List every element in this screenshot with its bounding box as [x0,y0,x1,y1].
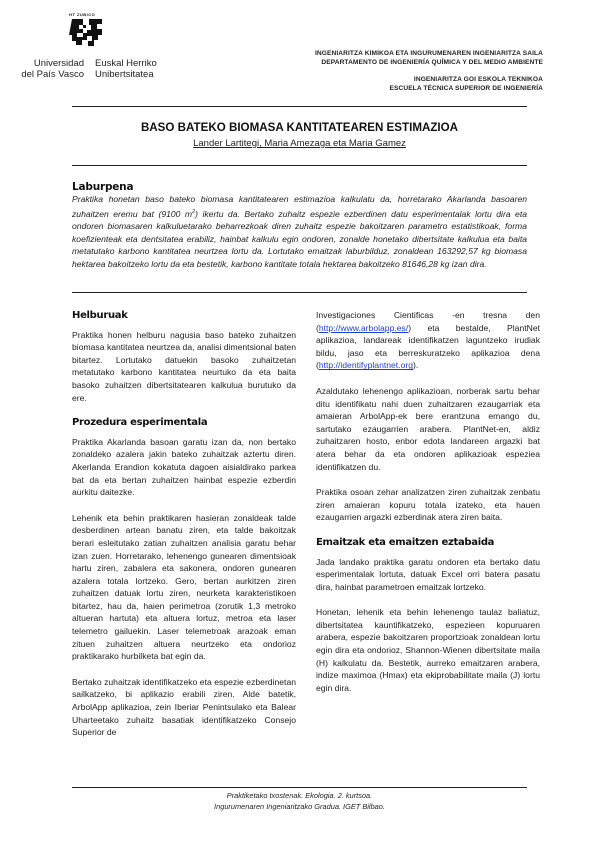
paragraph: Honetan, lehenik eta behin lehenengo taulaz baliatuz, dibertsitatea kauntifikatzeko, espezieen kopuruaren arabera, espezie bakoitzaren proportzioak zonaldean lortu egin dira eta ondorioz, Shannon-Wienen dibertsitate maila (H) kalkulatu da. Bestetik, aurreko emaitzaren arabera, indize maximoa (Hmax) eta ekiprobabilitate maila (J) lortu egin dira. [316,607,540,693]
authors: Lander Lartitegi, Maria Amezaga eta Maria Gamez [193,138,406,149]
paper-title: BASO BATEKO BIOMASA KANTITATEAREN ESTIMAZIOA [140,121,459,134]
paragraph: Praktika honen helburu nagusia baso bateko zuhaitzen biomasa kantitatea neurtzea da, analisi dimentsional baten bitartez. Lortutako datuekin basoko zuhaitzetan metatutako karbono kantitatea neurtuko da eta baita basoko zuhaitzen dibertsitatearen kalkulua burutuko da ere. [72,329,296,403]
department-name: INGENIARITZA KIMIKOA ETA INGURUMENAREN INGENIARITZA SAILA DEPARTAMENTO DE INGENIERÍA QUÍMICA Y DEL MEDIO AMBIENTE [314,50,543,66]
section-heading-emaitzak: Emaitzak eta emaitzen eztabaida [316,536,495,548]
section-heading-prozedura: Prozedura esperimentala [72,417,208,429]
plantnet-link[interactable]: http://identifyplantnet.org [318,360,413,371]
school-name: INGENIARITZA GOI ESKOLA TEKNIKOA ESCUELA TÉCNICA SUPERIOR DE INGENIERÍA [389,76,543,92]
university-name-eu: Euskal Herriko Unibertsitatea [95,58,157,80]
logo-caption: HT ZUBICO [69,12,96,17]
university-logo [67,12,111,50]
abstract-text: Praktika honetan baso bateko biomasa kantitatearen estimazioa kalkulatu da, horretarako Akarlanda basoaren zuhaitzen eremu bat (9100 $m^2$) ikertu da. Bertako zuhaitz espezie ezberdinen datu esperimentalak lortu dira eta ondoren biomasaren kalkuluetarako beharrezkoak diren zuhaitz espezie bakoitzaren parametro estatistikoak, forma koefizienteak eta dentsitatea erabiliz, hainbat kalkulu egin ondoren, zonalde honetako dibertsitate kalkulua eta baita metatutako karbono kantitatea neurtzea lortu da. Lortutako emaitzak laburbilduz, zonaldean 163292,57 kg biomasa hektarea bakoitzeko lortu da eta bestetik, karbono kantitate totala hektarea bakoitzeko 81646,28 kg izan dira. [72,194,527,269]
paragraph: Azaldutako lehenengo aplikazioan, norberak sartu behar ditu identifikatu nahi duen zuhaitzaren ezaugarriak eta amaieran ArbolApp-ek bere erantzuna emango du, sartutako ezaugarrien arabera. PlantNet-en, aldiz zuhaitzaren hosto, enbor edota landareen argazki bat atera behar da eta ondoren aplikazioak espeziea identifikatzen du. [316,385,540,472]
arbolapp-link[interactable]: http://www.arbolapp.es/ [318,322,409,333]
header-divider [72,106,527,107]
left-column [72,310,296,752]
page-footer: Praktiketako txostenak. Ekologia. 2. kurtsoa. Ingurumenaren Ingeniaritzako Gradua. IGET Bilbao. [214,791,385,811]
right-column [316,309,540,707]
abstract-heading: Laburpena [72,181,134,193]
paragraph: Investigaciones Cientificas -en tresna den (http://www.arbolapp.es/) eta bestalde, PlantNet aplikazioa, landareak identifikatzen laguntzeko irudiak bildu, jaso eta berreskuratzeko aplikazioa dena (http://identifyplantnet.org). [316,310,540,371]
paragraph: Praktika Akarlanda basoan garatu izan da, non bertako zonaldeko azalera jakin bateko zuhaitzak aztertu diren. Akerlanda Erandion kokatuta dagoen aisialdirako parkea bat da eta bertan zuhaitzen hainbat espezie ezberdin aurkitu daitezke. [72,436,296,498]
abstract-divider [72,292,527,293]
paragraph: Lehenik eta behin praktikaren hasieran zonaldeak talde desberdinen artean banatu ziren, eta talde bakoitzak berari esleitutako zatian zuhaitzen analisia garatu behar izan zuen. Horretarako, lehenengo gunearen dimentsioak hartu ziren, zabalera eta sakonera, ondoren gunearen azalera totala lortzeko. Gero, bertan aurkitzen ziren zuhaitzen datuak lortu ziren, neurketa karakteristikoen bitartez, hau da, haien perimetroa (zorutik 1,3 metroko altueran hartuta) eta altuera lortuz, metroa eta laser telemetro gailuekin. Laser telemetroak arazoak eman zituen zuhaitzen altuera neurtzeko eta ondorioz praktikarako hurbilketa bat egin da. [72,512,296,662]
section-heading-helburuak: Helburuak [72,310,128,321]
university-name-es: Universidad del País Vasco [21,58,84,80]
footer-divider [72,787,527,788]
paragraph: Praktika osoan zehar analizatzen ziren zuhaitzak zenbatu ziren amaieran kopuru totala izateko, eta hauen ezaugarrien argazki ezberdinak atera ziren baita. [316,487,540,523]
paragraph: Bertako zuhaitzak identifikatzeko eta espezie ezberdinetan sailkatzeko, bi aplikazio erabili ziren. Alde batetik, ArbolApp aplikazioa, zein Iberiar Penintsulako eta Balear Uharteetako zuhaitz basatiak identifikatzeko Consejo Superior de [72,676,296,738]
paragraph: Jada landako praktika garatu ondoren eta bertako datu esperimentalak lortuta, datuak Excel orri batera pasatu dira, hainbat parametroen emaitzak lortzeko. [316,556,540,592]
upv-ehu-tree-icon [67,12,111,50]
title-divider [72,165,527,166]
